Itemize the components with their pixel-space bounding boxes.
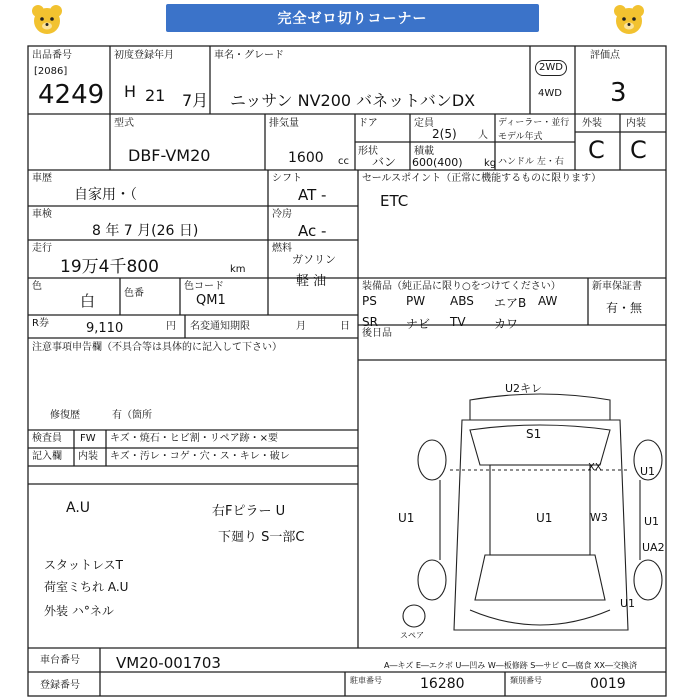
score-label: 評価点 xyxy=(590,50,620,61)
color-label: 色 xyxy=(32,281,42,292)
displacement-label: 排気量 xyxy=(269,118,299,129)
entry-label: 記入欄 xyxy=(32,451,62,462)
shape-label: 形状 xyxy=(358,146,378,157)
inspection-value: 8 年 7 月(26 日) xyxy=(92,223,199,239)
equipment-item: ナビ xyxy=(406,317,431,331)
diagram-note-bottom: U1 xyxy=(620,597,636,610)
lot-no-label: 出品番号 xyxy=(32,50,72,61)
equipment-item: AW xyxy=(538,294,558,308)
parking-no-value: 16280 xyxy=(420,676,465,692)
mileage-label: 走行 xyxy=(32,243,52,254)
person-unit: 人 xyxy=(478,130,488,141)
chassis-no-label: 車台番号 xyxy=(40,655,80,666)
fuel-diesel-value: 軽 油 xyxy=(296,274,327,289)
repair-yes-label: 有（箇所 xyxy=(112,410,152,421)
chassis-no-value: VM20-001703 xyxy=(116,654,221,672)
inspector-label: 検査員 xyxy=(32,433,62,444)
cc-unit: cc xyxy=(338,156,349,167)
recycle-label: R券 xyxy=(32,318,49,329)
diagram-note-xx: XX xyxy=(588,462,602,473)
lot-no-value: 4249 xyxy=(38,80,105,110)
reg-no-label: 登録番号 xyxy=(40,680,80,691)
usage-value: 自家用・（ xyxy=(74,187,137,203)
model-type-label: 型式 xyxy=(114,118,134,129)
spare-label: スペア xyxy=(400,631,424,640)
model-name-value: ニッサン NV200 バネットバンDX xyxy=(230,91,476,110)
legend: A―キズ E―エクボ U―凹み W―板修跡 S―サビ C―腐食 XX―交換済 xyxy=(384,661,638,670)
diagram-note-center: U1 xyxy=(536,511,553,525)
capacity-label: 定員 xyxy=(414,118,434,129)
equipment-item: ABS xyxy=(450,294,474,308)
capacity-value: 2(5) xyxy=(432,127,457,141)
inspection-label: 車検 xyxy=(32,209,52,220)
equipment-item: カワ xyxy=(494,317,519,331)
note-right-1: 右Fピラー U xyxy=(212,504,286,519)
interior-value: C xyxy=(630,136,647,164)
handle-label: ハンドル 左・右 xyxy=(498,157,564,167)
exterior-label: 外装 xyxy=(582,118,602,129)
load-label: 積載 xyxy=(414,146,434,157)
fuel-label: 燃料 xyxy=(272,243,292,254)
selling-points-label: セールスポイント（正常に機能するものに限ります） xyxy=(362,173,602,184)
spec-no-value: 0019 xyxy=(590,676,626,692)
note-right-2: 下廻り S一部C xyxy=(218,530,305,545)
shift-label: シフト xyxy=(272,173,302,184)
two-wd-badge: 2WD xyxy=(535,60,567,76)
rear-seat-label: 後日品 xyxy=(362,328,392,339)
equipment-item: PW xyxy=(406,294,426,308)
usage-label: 車歴 xyxy=(32,173,52,184)
score-value: 3 xyxy=(610,78,627,108)
note-left-2: 荷室ミちれ A.U xyxy=(44,580,129,594)
name-change-label: 名変通知期限 xyxy=(190,321,250,332)
doors-label: ドア xyxy=(358,118,378,129)
note-left-3: 外装 ハ°ネル xyxy=(44,604,114,618)
equipment-label: 装備品（純正品に限り○をつけてください） xyxy=(362,281,561,292)
fw-items: キズ・焼石・ヒビ割・リペア跡・×要 xyxy=(110,433,278,444)
color-code2-label: 色コード xyxy=(184,281,224,292)
model-name-label: 車名・グレード xyxy=(214,50,284,61)
four-wd-label: 4WD xyxy=(538,88,562,99)
first-reg-month: 7月 xyxy=(182,91,209,110)
diagram-note-w3: W3 xyxy=(590,511,608,524)
displacement-value: 1600 xyxy=(288,150,324,166)
equipment-item: SR xyxy=(362,315,378,329)
fw-tag: FW xyxy=(80,433,96,444)
dealer-label: ディーラー・並行 xyxy=(498,118,570,128)
diagram-note-roof: S1 xyxy=(526,427,542,441)
color-code-label: 色番 xyxy=(124,288,144,299)
notes-title: 注意事項申告欄（不具合等は具体的に記入して下さい） xyxy=(32,342,282,353)
equipment-item: TV xyxy=(450,315,466,329)
doors-type-value: バン xyxy=(372,155,397,169)
equipment-item: PS xyxy=(362,294,377,308)
note-left-1: スタットレスT xyxy=(44,558,123,572)
kg-unit: kg xyxy=(484,158,497,169)
new-warranty-label: 新車保証書 xyxy=(592,281,642,292)
color-value: 白 xyxy=(80,292,96,310)
yen-unit: 円 xyxy=(166,321,176,332)
day-label: 日 xyxy=(340,321,350,332)
parking-no-label: 駐車番号 xyxy=(350,676,382,685)
ac-label: 冷房 xyxy=(272,209,292,220)
color-code-value: QM1 xyxy=(196,293,226,308)
note-au: A.U xyxy=(66,500,91,516)
model-type-value: DBF-VM20 xyxy=(128,146,211,165)
recycle-value: 9,110 xyxy=(86,321,124,336)
warranty-value: 有・無 xyxy=(606,301,643,315)
diagram-note-top: U2キレ xyxy=(505,382,542,395)
shift-value: AT - xyxy=(298,186,327,204)
fuel-value: ガソリン xyxy=(292,253,336,266)
equipment-item: エアB xyxy=(494,296,527,310)
repair-history-label: 修復歴 xyxy=(50,410,80,421)
equipment-grid xyxy=(362,294,586,332)
first-reg-era: H xyxy=(124,82,137,101)
selling-points-value: ETC xyxy=(380,192,409,210)
interior-label: 内装 xyxy=(626,118,646,129)
page-title: 完全ゼロ切りコーナー xyxy=(166,4,539,32)
load-value: 600(400) xyxy=(412,156,463,169)
diagram-note-right-top: U1 xyxy=(640,465,656,478)
diagram-note-left: U1 xyxy=(398,511,415,525)
mileage-value: 19万4千800 xyxy=(60,257,159,277)
first-reg-year: 21 xyxy=(145,86,166,105)
ac-value: Ac - xyxy=(298,222,327,240)
interior-items: キズ・汚レ・コゲ・穴・ス・キレ・破レ xyxy=(110,451,290,462)
mileage-unit: km xyxy=(230,264,246,275)
exterior-value: C xyxy=(588,136,605,164)
first-reg-label: 初度登録年月 xyxy=(114,50,174,61)
diagram-note-right-mid: U1 xyxy=(644,515,660,528)
interior-tag: 内装 xyxy=(78,451,98,462)
month-label: 月 xyxy=(296,321,306,332)
spec-no-label: 類別番号 xyxy=(510,676,542,685)
diagram-note-ua2: UA2 xyxy=(642,541,665,554)
lot-code: [2086] xyxy=(34,66,68,77)
model-year-label: モデル年式 xyxy=(498,132,543,142)
